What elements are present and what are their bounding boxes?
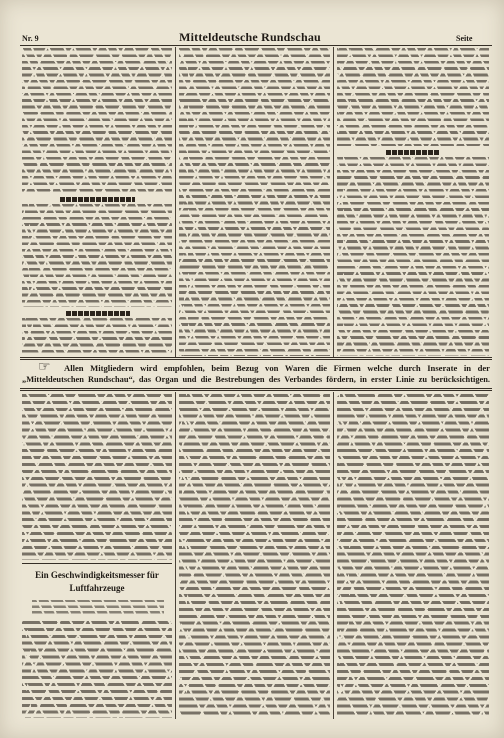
section-heading [60, 197, 135, 202]
notice-rule-top [20, 357, 492, 358]
text-block [179, 48, 330, 356]
text-block [22, 318, 172, 356]
section-heading [66, 311, 130, 316]
article-body-text [22, 621, 172, 718]
text-block [337, 157, 489, 356]
article-title-line-1: Ein Geschwindigkeitsmesser für [35, 570, 159, 580]
masthead-title: Mitteldeutsche Rundschau [179, 30, 321, 44]
column-rule [175, 47, 176, 357]
header-rule [20, 45, 492, 46]
article-subtitle-text [32, 600, 164, 617]
text-block [22, 204, 172, 307]
notice-line-1: Allen Mitgliedern wird empfohlen, beim Bezug von Waren die Firmen welche durch Inserate in der [64, 363, 490, 373]
text-block [337, 394, 489, 718]
column-rule [175, 392, 176, 719]
notice-rule-bottom [20, 388, 492, 389]
notice-rule-top [20, 359, 492, 360]
notice-rule-bottom [20, 390, 492, 391]
section-heading [386, 150, 440, 155]
text-block [22, 394, 172, 560]
article-title [22, 569, 172, 595]
pointing-hand-icon [38, 360, 51, 374]
notice-line-2: „Mitteldeutschen Rundschau“, das Organ und die Bestrebungen des Verbandes fördern, in erster Linie zu berücksichtigen. [22, 375, 490, 384]
issue-number: Nr. 9 [22, 34, 39, 43]
article-separator [22, 563, 172, 564]
page-label: Seite [456, 34, 473, 43]
text-block [22, 48, 172, 194]
article-title-line-2: Luftfahrzeuge [69, 583, 125, 593]
text-block [179, 394, 330, 718]
text-block [337, 48, 489, 146]
column-rule [333, 392, 334, 719]
column-rule [333, 47, 334, 357]
